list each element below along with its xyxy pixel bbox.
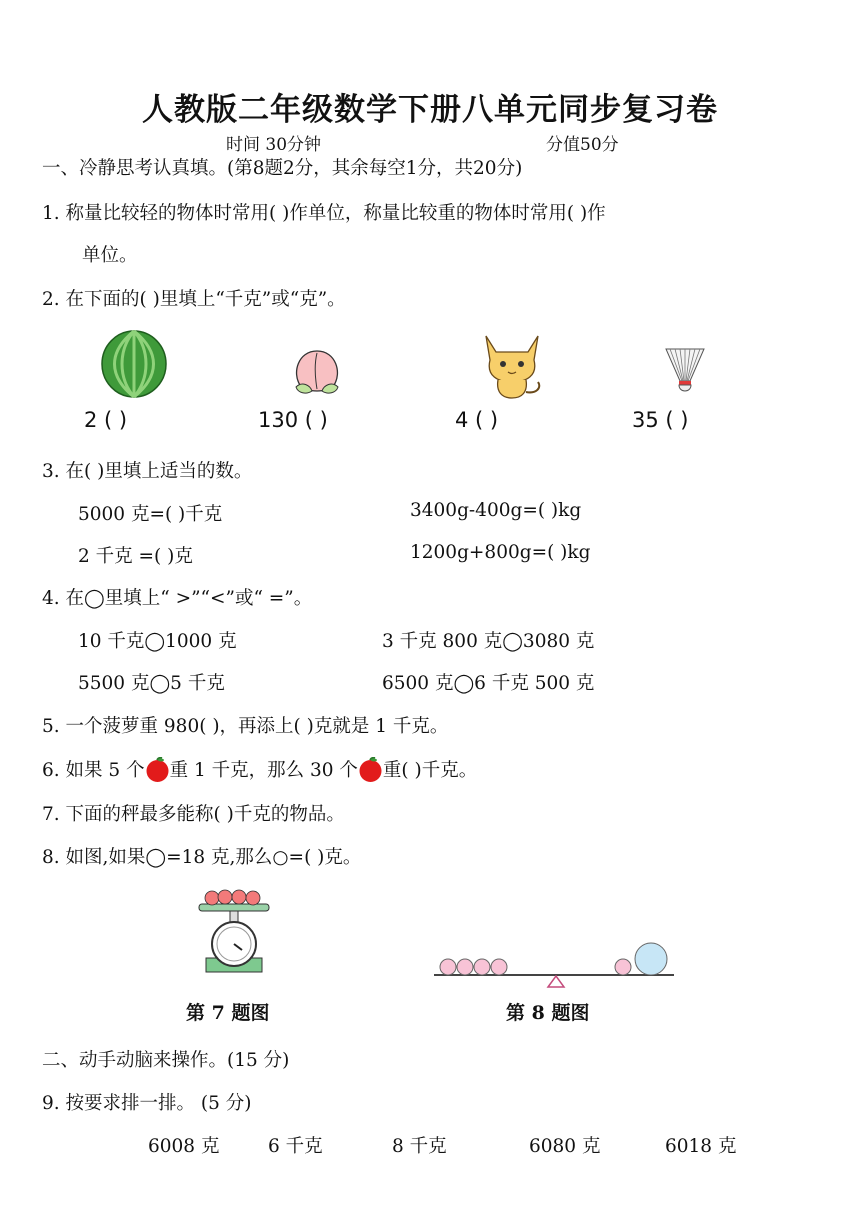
question-3: 3. 在( )里填上适当的数。 [42,461,253,482]
q3-row-2-right: 1200g+800g=( )kg [410,542,591,563]
q2-item-watermelon: 2 ( ) [84,408,128,432]
question-4: 4. 在◯里填上“ >”“<”或“ =”。 [42,588,313,609]
watermelon-icon [100,330,168,398]
figure-7-caption: 第 7 题图 [186,1002,270,1024]
question-7: 7. 下面的秤最多能称( )千克的物品。 [42,804,345,825]
q6-text-3: 重( )千克。 [382,760,478,781]
q9-item-5: 6018 克 [665,1136,737,1157]
q4-row-2-left: 5500 克◯5 千克 [78,673,225,694]
section-2-heading: 二、动手动脑来操作。(15 分) [42,1050,290,1071]
question-1-line-1: 1. 称量比较轻的物体时常用( )作单位，称量比较重的物体时常用( )作 [42,203,606,224]
cat-icon [476,330,548,400]
shuttlecock-icon [664,345,706,397]
apple-icon [358,757,383,782]
peach-icon [288,343,346,399]
question-6 [42,756,477,782]
q4-row-1-right: 3 千克 800 克◯3080 克 [382,631,595,652]
question-1-line-2: 单位。 [82,245,138,266]
q3-row-1-right: 3400g-400g=( )kg [410,500,582,521]
page-title: 人教版二年级数学下册八单元同步复习卷 [142,92,718,128]
q9-item-3: 8 千克 [392,1136,447,1157]
figure-8-caption: 第 8 题图 [506,1002,590,1024]
q4-row-2-right: 6500 克◯6 千克 500 克 [382,673,595,694]
time-limit: 时间 30分钟 [226,135,322,155]
total-score: 分值50分 [546,135,619,155]
question-8: 8. 如图,如果◯=18 克,那么○=( )克。 [42,847,362,868]
q4-row-1-left: 10 千克◯1000 克 [78,631,237,652]
q2-item-cat: 4 ( ) [455,408,499,432]
section-1-heading: 一、冷静思考认真填。(第8题2分，其余每空1分，共20分) [42,158,523,179]
q3-row-1-left: 5000 克=( )千克 [78,504,223,525]
question-2: 2. 在下面的( )里填上“千克”或“克”。 [42,289,346,310]
q2-item-peach: 130 ( ) [258,408,328,432]
q9-item-1: 6008 克 [148,1136,220,1157]
scale-figure [196,888,272,980]
q3-row-2-left: 2 千克 =( )克 [78,546,193,567]
balance-figure [432,938,676,990]
question-5: 5. 一个菠萝重 980( )，再添上( )克就是 1 千克。 [42,716,449,737]
q9-item-2: 6 千克 [268,1136,323,1157]
q6-text-2: 重 1 千克，那么 30 个 [169,760,358,781]
apple-icon [145,757,170,782]
q6-text-1: 6. 如果 5 个 [42,760,145,781]
q9-item-4: 6080 克 [529,1136,601,1157]
question-9: 9. 按要求排一排。 (5 分) [42,1093,252,1114]
q2-item-shuttlecock: 35 ( ) [632,408,689,432]
